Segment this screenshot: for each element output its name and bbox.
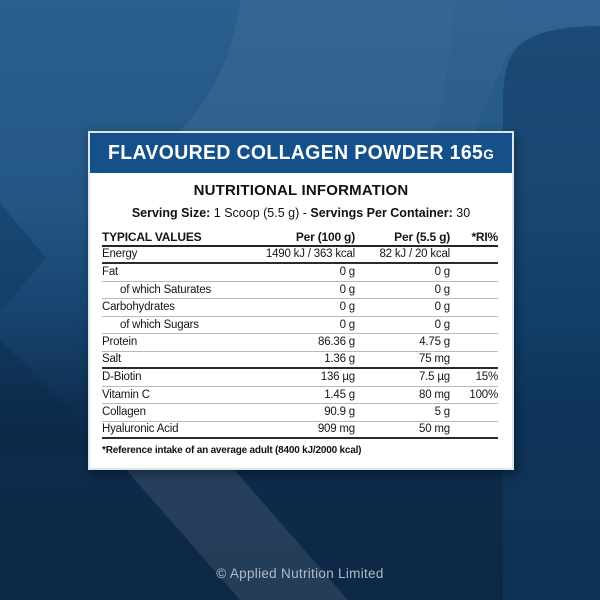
col-header-ri-percent: *RI% [471, 229, 498, 244]
per-serving-value: 4.75 g [419, 336, 450, 349]
table-row [102, 334, 498, 352]
per-serving-value: 82 kJ / 20 kcal [379, 248, 450, 261]
row-label: Protein [102, 336, 138, 349]
product-title-text: FLAVOURED COLLAGEN POWDER 165 [107, 141, 484, 164]
per-serving-value: 0 g [434, 301, 450, 314]
row-label: Energy [102, 248, 138, 261]
per-serving-value: 0 g [434, 283, 450, 296]
table-row [102, 404, 498, 422]
serving-size-value: 1 Scoop (5.5 g) - [210, 206, 311, 220]
per-serving-value: 5 g [434, 406, 450, 419]
reference-intake-footnote: *Reference intake of an average adult (8400 kJ/2000 kcal) [102, 445, 362, 456]
table-row [102, 387, 498, 405]
per-100g-value: 1.36 g [324, 353, 355, 366]
row-label: Vitamin C [102, 388, 150, 401]
ri-percent-value: 15% [475, 371, 498, 384]
servings-per-container-label: Servings Per Container: [310, 206, 453, 220]
table-header-row [102, 229, 498, 247]
row-label: of which Sugars [120, 318, 199, 331]
row-label: Salt [102, 353, 122, 366]
per-100g-value: 0 g [339, 318, 355, 331]
col-header-per-5-5g: Per (5.5 g) [394, 229, 450, 244]
per-100g-value: 86.36 g [318, 336, 355, 349]
per-serving-value: 0 g [434, 318, 450, 331]
per-100g-value: 1490 kJ / 363 kcal [265, 248, 355, 261]
product-title-band [90, 133, 512, 173]
table-row [102, 264, 498, 282]
section-title: NUTRITIONAL INFORMATION [193, 182, 409, 199]
row-label: Hyaluronic Acid [102, 423, 179, 436]
per-100g-value: 0 g [339, 266, 355, 279]
nutrition-table [102, 229, 498, 439]
row-label: D-Biotin [102, 371, 142, 384]
table-row [102, 282, 498, 300]
serving-size-label: Serving Size: [131, 206, 211, 220]
per-100g-value: 90.9 g [324, 406, 355, 419]
per-100g-value: 0 g [339, 301, 355, 314]
per-100g-value: 1.45 g [324, 388, 355, 401]
per-serving-value: 50 mg [419, 423, 450, 436]
product-title [108, 142, 494, 165]
product-title-unit: G [483, 145, 495, 162]
per-serving-value: 0 g [434, 266, 450, 279]
servings-per-container-value: 30 [452, 206, 471, 220]
per-serving-value: 75 mg [419, 353, 450, 366]
serving-info [90, 206, 512, 220]
table-row [102, 317, 498, 335]
row-label: Fat [102, 266, 119, 279]
per-100g-value: 909 mg [317, 423, 355, 436]
nutrition-card [88, 131, 514, 470]
per-100g-value: 136 µg [320, 371, 355, 384]
table-row [102, 422, 498, 440]
table-row [102, 247, 498, 265]
row-label: Collagen [102, 406, 146, 419]
row-label: Carbohydrates [102, 301, 175, 314]
table-row [102, 299, 498, 317]
col-header-typical-values: TYPICAL VALUES [102, 229, 202, 244]
per-serving-value: 80 mg [419, 388, 450, 401]
table-row [102, 369, 498, 387]
per-serving-value: 7.5 µg [418, 371, 450, 384]
table-row [102, 352, 498, 370]
col-header-per-100g: Per (100 g) [295, 229, 355, 244]
row-label: of which Saturates [120, 283, 212, 296]
copyright-text: © Applied Nutrition Limited [216, 566, 384, 581]
ri-percent-value: 100% [469, 388, 498, 401]
per-100g-value: 0 g [339, 283, 355, 296]
